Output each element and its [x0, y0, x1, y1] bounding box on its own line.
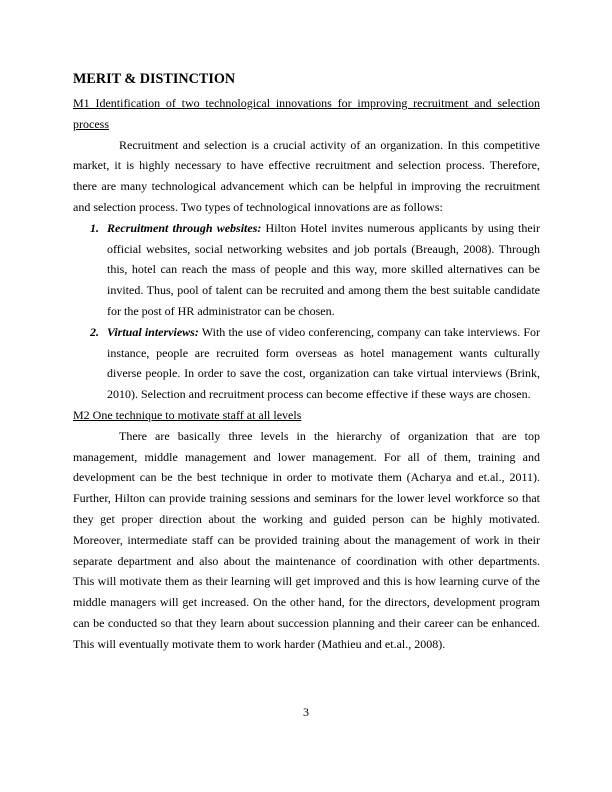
list-item-text: Hilton Hotel invites numerous applicants by using their official websites, social networking websites and job portals (Breaugh, 2008). Through this, hotel can reach the mass of people and this way, more skilled alternatives can be invited. Thus, pool of talent can be recruited and among them the best suitable candidate for the post of HR administrator can be chosen. [107, 220, 540, 318]
list-item-number: 2. [90, 324, 99, 339]
m2-heading: M2 One technique to motivate staff at all levels [73, 407, 302, 422]
m1-heading: M1 Identification of two technological innovations for improving recruitment and selection process [73, 96, 540, 131]
list-item-number: 1. [90, 220, 99, 235]
page-number: 3 [303, 705, 309, 719]
section-title: MERIT & DISTINCTION [73, 71, 236, 87]
document-page [73, 70, 540, 655]
list-item-lead: Virtual interviews: [107, 324, 199, 339]
m2-body-paragraph: There are basically three levels in the hierarchy of organization that are top management, middle management and lower management. For all of them, training and development can be the best technique in order to motivate them (Acharya and et.al., 2011). Further, Hilton can provide training sessions and seminars for the lower level workforce so that they get proper direction about the working and guided person can be highly motivated. Moreover, intermediate staff can be provided training about the management of work in their separate department and also about the maintenance of coordination with other departments. This will motivate them as their learning will get improved and this is how learning curve of the middle managers will get increased. On the other hand, for the directors, development program can be conducted so that they learn about succession planning and their career can be enhanced. This will eventually motivate them to work harder (Mathieu and et.al., 2008). [73, 428, 540, 651]
list-item-lead: Recruitment through websites: [107, 220, 262, 235]
m1-intro-paragraph: Recruitment and selection is a crucial activity of an organization. In this competitive market, it is highly necessary to have effective recruitment and selection process. Therefore, there are many technological advancement which can be helpful in improving the recruitment and selection process. Two types of technological innovations are as follows: [73, 137, 540, 214]
list-item-text: With the use of video conferencing, company can take interviews. For instance, people are recruited form overseas as hotel management wants culturally diverse people. In order to save the cost, organization can take virtual interviews (Brink, 2010). Selection and recruitment process can become effective if these ways are chosen. [107, 324, 540, 402]
innovations-list [73, 218, 540, 405]
list-item [73, 322, 540, 405]
list-item [73, 218, 540, 322]
